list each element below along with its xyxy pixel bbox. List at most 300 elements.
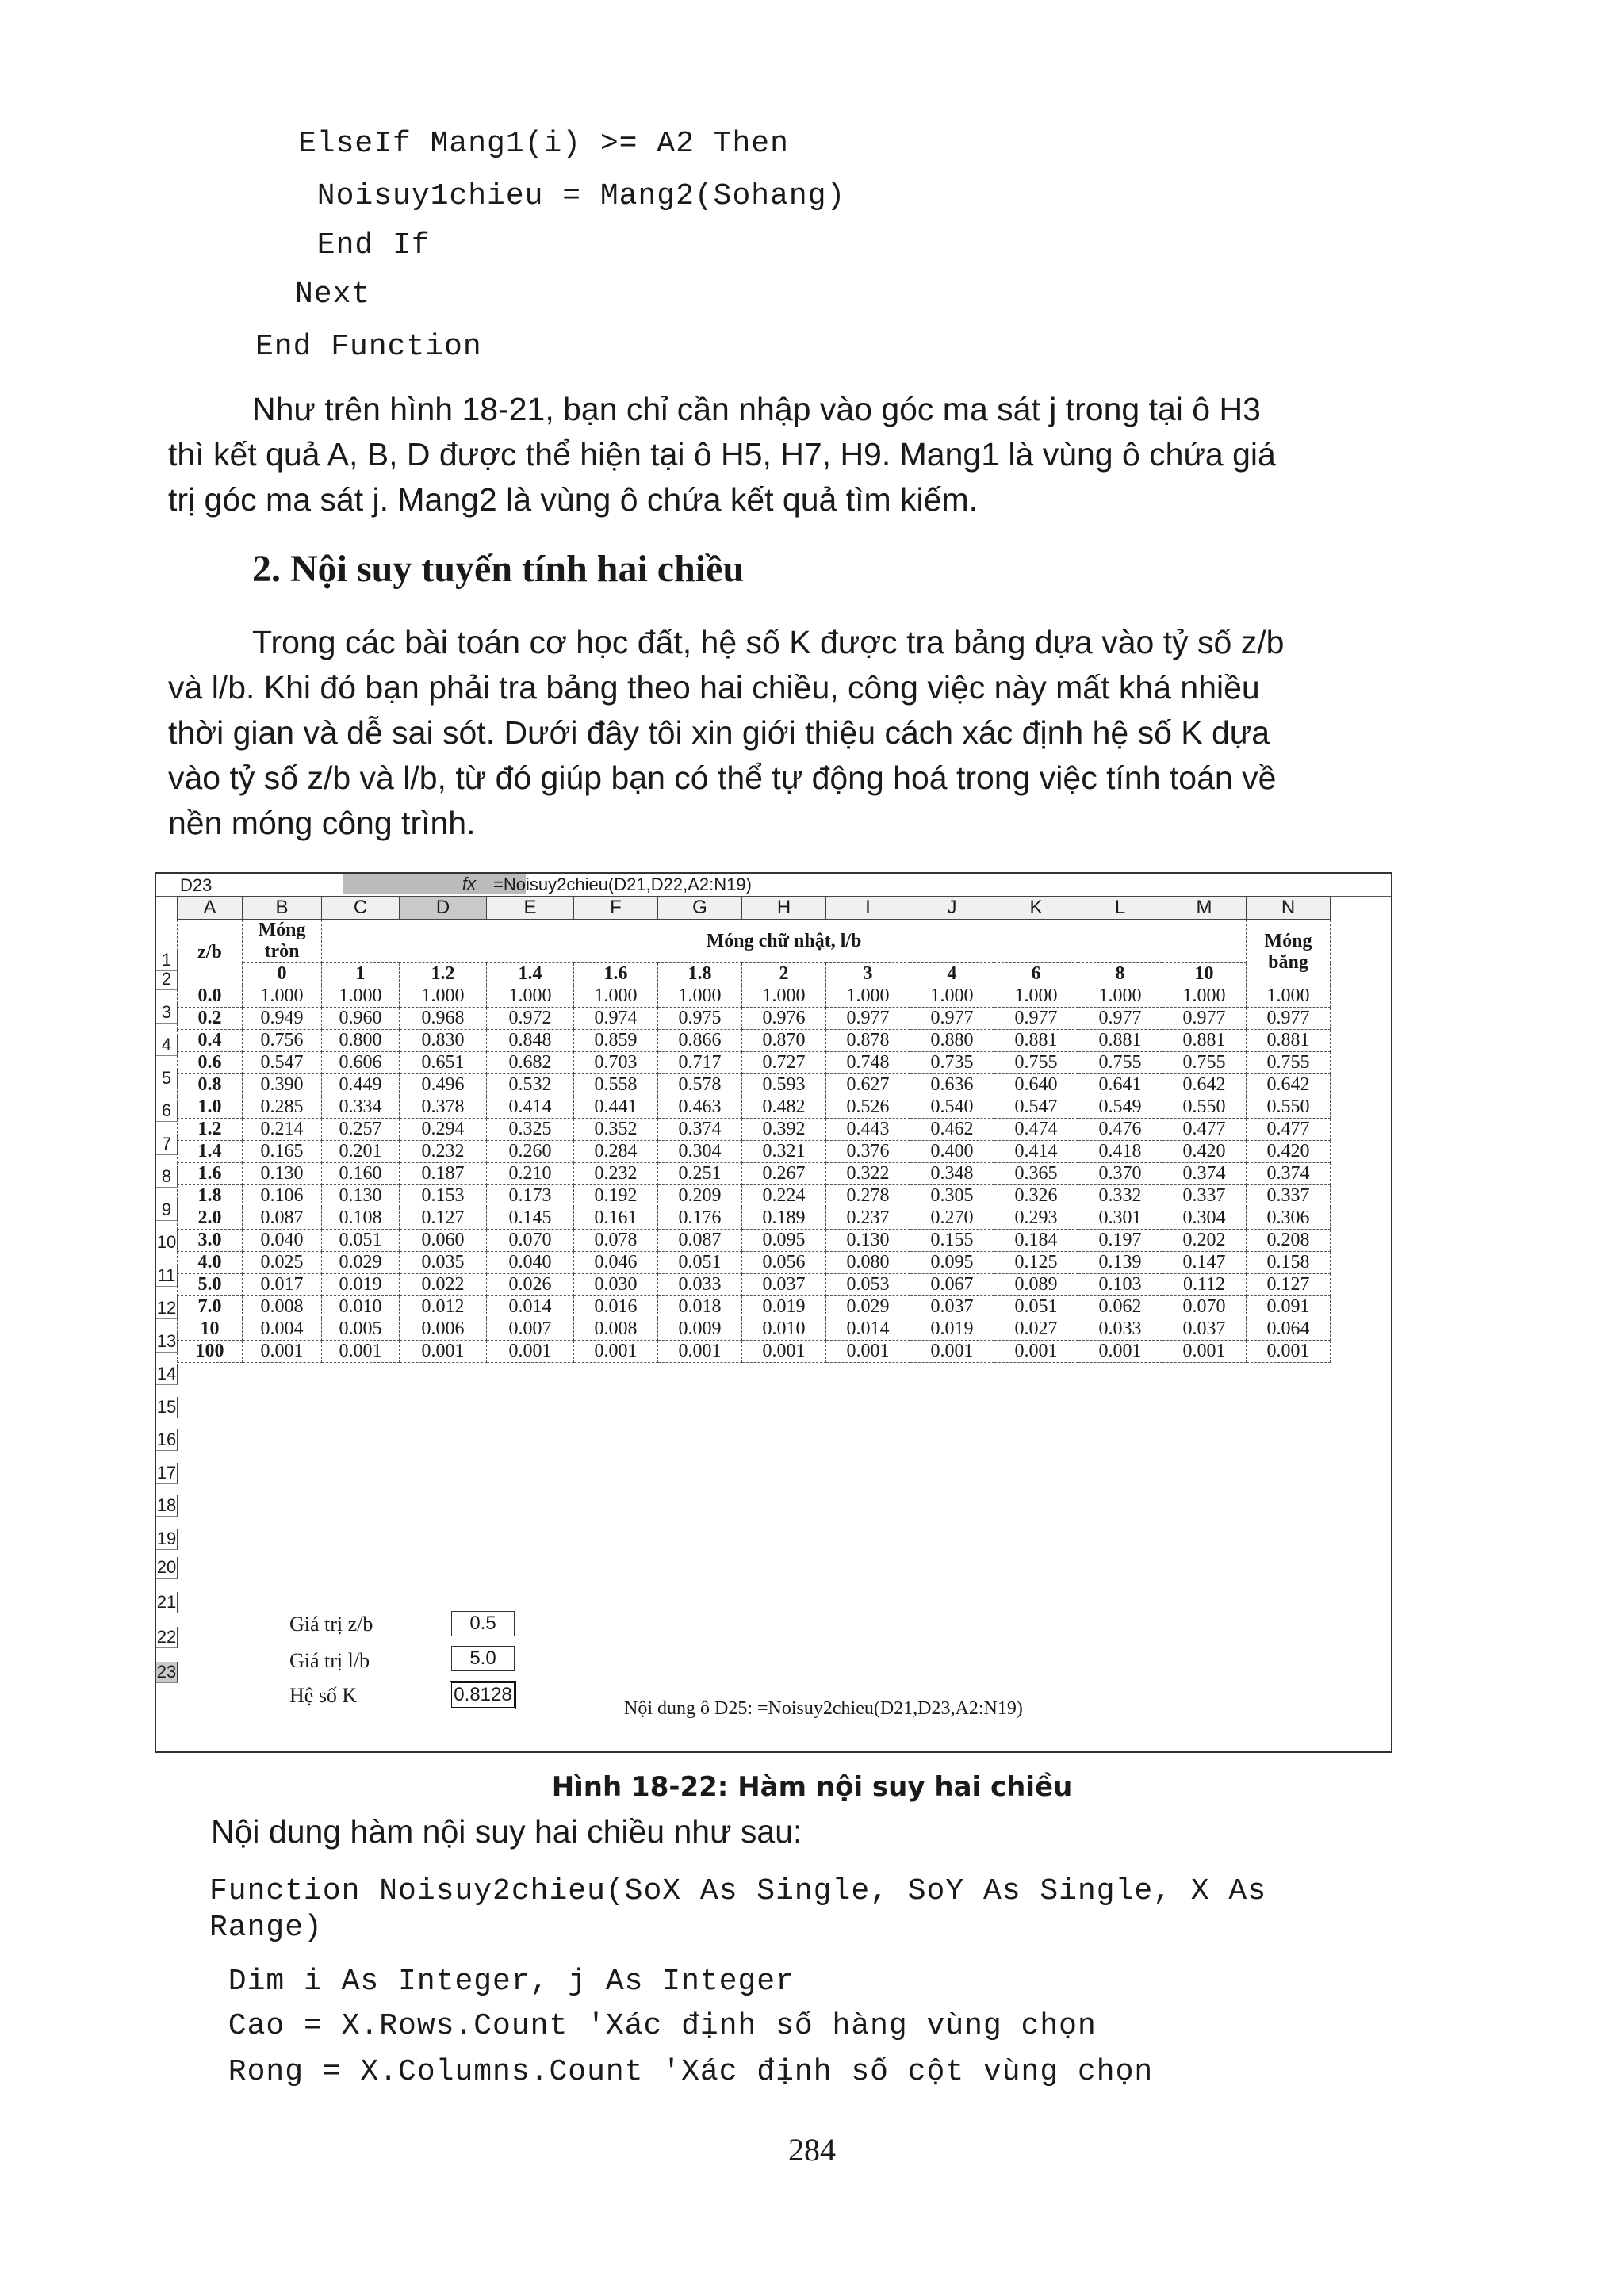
k-value-cell[interactable]: 0.848 [487, 1030, 574, 1052]
k-value-cell[interactable]: 0.067 [910, 1274, 994, 1296]
empty-cell[interactable] [658, 1412, 742, 1445]
k-value-cell[interactable]: 0.158 [1247, 1252, 1331, 1274]
k-value-cell[interactable]: 0.390 [243, 1074, 322, 1096]
k-value-cell[interactable]: 0.304 [1162, 1207, 1247, 1230]
k-value-cell[interactable]: 0.496 [400, 1074, 487, 1096]
k-value-cell[interactable]: 1.000 [658, 985, 742, 1008]
k-value-cell[interactable]: 0.642 [1162, 1074, 1247, 1096]
k-value-cell[interactable]: 0.547 [994, 1096, 1078, 1119]
zb-value-cell[interactable]: 1.6 [178, 1163, 243, 1185]
k-value-cell[interactable]: 0.755 [994, 1052, 1078, 1074]
empty-cell[interactable] [1162, 1379, 1247, 1412]
k-value-cell[interactable]: 0.866 [658, 1030, 742, 1052]
k-value-cell[interactable]: 0.540 [910, 1096, 994, 1119]
k-value-cell[interactable]: 0.017 [243, 1274, 322, 1296]
row-number[interactable]: 14 [156, 1364, 177, 1383]
k-value-cell[interactable]: 0.209 [658, 1185, 742, 1207]
k-value-cell[interactable]: 0.463 [658, 1096, 742, 1119]
k-value-cell[interactable]: 0.830 [400, 1030, 487, 1052]
k-value-cell[interactable]: 0.010 [322, 1296, 400, 1318]
k-value-cell[interactable]: 0.374 [1247, 1163, 1331, 1185]
k-value-cell[interactable]: 1.000 [742, 985, 826, 1008]
k-value-cell[interactable]: 0.284 [574, 1141, 658, 1163]
k-value-cell[interactable]: 0.365 [994, 1163, 1078, 1185]
row-number[interactable]: 23 [156, 1661, 177, 1682]
name-box[interactable]: D23 [180, 875, 213, 895]
k-value-cell[interactable]: 0.881 [1162, 1030, 1247, 1052]
empty-cell[interactable] [1078, 1379, 1162, 1412]
k-value-cell[interactable]: 0.173 [487, 1185, 574, 1207]
row-number[interactable]: 8 [156, 1166, 178, 1188]
k-value-cell[interactable]: 0.095 [742, 1230, 826, 1252]
k-value-cell[interactable]: 0.800 [322, 1030, 400, 1052]
k-value-cell[interactable]: 0.037 [1162, 1318, 1247, 1341]
k-value-cell[interactable]: 0.001 [742, 1341, 826, 1363]
empty-cell[interactable] [178, 1363, 243, 1380]
lb-value-cell[interactable]: 1.2 [400, 963, 487, 985]
k-value-cell[interactable]: 0.009 [658, 1318, 742, 1341]
k-value-cell[interactable]: 0.147 [1162, 1252, 1247, 1274]
k-value-cell[interactable]: 0.337 [1247, 1185, 1331, 1207]
k-value-cell[interactable]: 0.550 [1162, 1096, 1247, 1119]
k-value-cell[interactable]: 1.000 [1162, 985, 1247, 1008]
k-value-cell[interactable]: 0.267 [742, 1163, 826, 1185]
k-value-cell[interactable]: 0.270 [910, 1207, 994, 1230]
zb-value-cell[interactable]: 1.4 [178, 1141, 243, 1163]
empty-cell[interactable] [1162, 1445, 1247, 1479]
k-value-cell[interactable]: 0.029 [322, 1252, 400, 1274]
row-number[interactable]: 5 [156, 1068, 178, 1089]
column-header[interactable]: A [178, 897, 243, 920]
zb-value-cell[interactable]: 0.6 [178, 1052, 243, 1074]
k-value-cell[interactable]: 0.326 [994, 1185, 1078, 1207]
k-value-cell[interactable]: 0.160 [322, 1163, 400, 1185]
k-value-cell[interactable]: 0.306 [1247, 1207, 1331, 1230]
row-number[interactable]: 11 [156, 1265, 178, 1287]
zb-value-cell[interactable]: 3.0 [178, 1230, 243, 1252]
k-value-cell[interactable]: 0.019 [742, 1296, 826, 1318]
k-value-cell[interactable]: 0.027 [994, 1318, 1078, 1341]
k-value-cell[interactable]: 0.103 [1078, 1274, 1162, 1296]
k-value-cell[interactable]: 0.210 [487, 1163, 574, 1185]
k-value-cell[interactable]: 0.443 [826, 1119, 910, 1141]
empty-cell[interactable] [322, 1379, 400, 1412]
zb-value-cell[interactable]: 4.0 [178, 1252, 243, 1274]
k-value-cell[interactable]: 0.051 [994, 1296, 1078, 1318]
k-value-cell[interactable]: 0.870 [742, 1030, 826, 1052]
k-value-cell[interactable]: 0.755 [1162, 1052, 1247, 1074]
k-value-cell[interactable]: 0.293 [994, 1207, 1078, 1230]
k-value-cell[interactable]: 0.130 [322, 1185, 400, 1207]
row-number[interactable]: 9 [156, 1200, 178, 1221]
k-value-cell[interactable]: 0.735 [910, 1052, 994, 1074]
k-value-cell[interactable]: 0.881 [1247, 1030, 1331, 1052]
empty-cell[interactable] [1247, 1363, 1331, 1380]
k-value-cell[interactable]: 0.018 [658, 1296, 742, 1318]
k-value-cell[interactable]: 0.014 [826, 1318, 910, 1341]
k-value-cell[interactable]: 0.642 [1247, 1074, 1331, 1096]
empty-cell[interactable] [826, 1412, 910, 1445]
lb-value-cell[interactable]: 10 [1162, 963, 1247, 985]
empty-cell[interactable] [322, 1445, 400, 1479]
k-value-cell[interactable]: 1.000 [487, 985, 574, 1008]
column-header[interactable]: I [826, 897, 910, 920]
k-value-cell[interactable]: 0.880 [910, 1030, 994, 1052]
k-value-cell[interactable]: 0.526 [826, 1096, 910, 1119]
k-value-cell[interactable]: 0.001 [910, 1341, 994, 1363]
empty-cell[interactable] [243, 1445, 322, 1479]
row-number[interactable]: 19 [156, 1528, 177, 1548]
k-value-cell[interactable]: 0.001 [826, 1341, 910, 1363]
k-value-cell[interactable]: 0.040 [487, 1252, 574, 1274]
k-value-cell[interactable]: 0.078 [574, 1230, 658, 1252]
k-value-cell[interactable]: 0.378 [400, 1096, 487, 1119]
k-value-cell[interactable]: 0.130 [243, 1163, 322, 1185]
k-value-cell[interactable]: 0.208 [1247, 1230, 1331, 1252]
k-value-cell[interactable]: 0.201 [322, 1141, 400, 1163]
k-value-cell[interactable]: 0.748 [826, 1052, 910, 1074]
k-value-cell[interactable]: 0.977 [1162, 1008, 1247, 1030]
k-value-cell[interactable]: 0.960 [322, 1008, 400, 1030]
k-value-cell[interactable]: 0.035 [400, 1252, 487, 1274]
empty-cell[interactable] [574, 1445, 658, 1479]
k-value-cell[interactable]: 0.001 [487, 1341, 574, 1363]
k-value-cell[interactable]: 0.112 [1162, 1274, 1247, 1296]
k-value-cell[interactable]: 0.184 [994, 1230, 1078, 1252]
k-value-cell[interactable]: 0.352 [574, 1119, 658, 1141]
empty-cell[interactable] [910, 1445, 994, 1479]
row-number[interactable]: 13 [156, 1330, 177, 1351]
k-value-cell[interactable]: 0.374 [1162, 1163, 1247, 1185]
k-value-cell[interactable]: 0.001 [1162, 1341, 1247, 1363]
k-value-cell[interactable]: 0.636 [910, 1074, 994, 1096]
k-value-cell[interactable]: 0.640 [994, 1074, 1078, 1096]
k-value-cell[interactable]: 0.550 [1247, 1096, 1331, 1119]
empty-cell[interactable] [574, 1412, 658, 1445]
k-value-cell[interactable]: 0.376 [826, 1141, 910, 1163]
empty-cell[interactable] [1247, 1412, 1331, 1445]
row-number[interactable]: 2 [156, 969, 178, 990]
k-value-cell[interactable]: 0.977 [910, 1008, 994, 1030]
empty-cell[interactable] [178, 1412, 243, 1445]
k-value-cell[interactable]: 0.007 [487, 1318, 574, 1341]
k-value-cell[interactable]: 0.260 [487, 1141, 574, 1163]
k-value-cell[interactable]: 0.322 [826, 1163, 910, 1185]
k-value-cell[interactable]: 0.348 [910, 1163, 994, 1185]
k-value-cell[interactable]: 0.001 [574, 1341, 658, 1363]
row-number[interactable]: 7 [156, 1134, 178, 1155]
fx-icon[interactable]: fx [462, 874, 477, 894]
k-value-cell[interactable]: 0.717 [658, 1052, 742, 1074]
empty-cell[interactable] [487, 1379, 574, 1412]
k-value-cell[interactable]: 0.477 [1247, 1119, 1331, 1141]
k-value-cell[interactable]: 0.080 [826, 1252, 910, 1274]
k-value-cell[interactable]: 0.161 [574, 1207, 658, 1230]
row-number[interactable]: 21 [156, 1591, 177, 1612]
k-value-cell[interactable]: 0.976 [742, 1008, 826, 1030]
k-value-cell[interactable]: 0.337 [1162, 1185, 1247, 1207]
lb-value-cell[interactable]: 1.6 [574, 963, 658, 985]
empty-cell[interactable] [994, 1379, 1078, 1412]
k-value-cell[interactable]: 0.089 [994, 1274, 1078, 1296]
empty-cell[interactable] [910, 1379, 994, 1412]
k-value-cell[interactable]: 0.189 [742, 1207, 826, 1230]
zb-value-cell[interactable]: 0.4 [178, 1030, 243, 1052]
empty-cell[interactable] [742, 1363, 826, 1380]
k-value-cell[interactable]: 0.392 [742, 1119, 826, 1141]
empty-cell[interactable] [487, 1363, 574, 1380]
lb-value-cell[interactable]: 8 [1078, 963, 1162, 985]
column-header[interactable]: E [487, 897, 574, 920]
k-value-cell[interactable]: 0.008 [574, 1318, 658, 1341]
zb-value-cell[interactable]: 0.0 [178, 985, 243, 1008]
row-number[interactable]: 15 [156, 1396, 177, 1417]
k-value-cell[interactable]: 0.755 [1078, 1052, 1162, 1074]
k-value-cell[interactable]: 0.062 [1078, 1296, 1162, 1318]
zb-value-cell[interactable]: 1.2 [178, 1119, 243, 1141]
column-header[interactable]: M [1162, 897, 1247, 920]
row-number[interactable]: 22 [156, 1626, 177, 1647]
k-value-cell[interactable]: 0.257 [322, 1119, 400, 1141]
k-result-cell[interactable]: 0.8128 [450, 1681, 516, 1709]
lb-input-cell[interactable]: 5.0 [451, 1646, 515, 1671]
k-value-cell[interactable]: 0.332 [1078, 1185, 1162, 1207]
k-value-cell[interactable]: 0.972 [487, 1008, 574, 1030]
k-value-cell[interactable]: 0.477 [1162, 1119, 1247, 1141]
k-value-cell[interactable]: 0.001 [243, 1341, 322, 1363]
k-value-cell[interactable]: 0.037 [910, 1296, 994, 1318]
column-header[interactable]: G [658, 897, 742, 920]
lb-value-cell[interactable]: 2 [742, 963, 826, 985]
empty-cell[interactable] [1078, 1412, 1162, 1445]
zb-value-cell[interactable]: 0.2 [178, 1008, 243, 1030]
k-value-cell[interactable]: 0.127 [400, 1207, 487, 1230]
k-value-cell[interactable]: 0.578 [658, 1074, 742, 1096]
row-number[interactable]: 10 [156, 1232, 177, 1252]
k-value-cell[interactable]: 0.001 [658, 1341, 742, 1363]
k-value-cell[interactable]: 0.400 [910, 1141, 994, 1163]
k-value-cell[interactable]: 0.321 [742, 1141, 826, 1163]
k-value-cell[interactable]: 0.593 [742, 1074, 826, 1096]
empty-cell[interactable] [658, 1379, 742, 1412]
k-value-cell[interactable]: 0.108 [322, 1207, 400, 1230]
k-value-cell[interactable]: 0.232 [574, 1163, 658, 1185]
k-value-cell[interactable]: 0.224 [742, 1185, 826, 1207]
k-value-cell[interactable]: 0.029 [826, 1296, 910, 1318]
k-value-cell[interactable]: 0.975 [658, 1008, 742, 1030]
k-value-cell[interactable]: 0.755 [1247, 1052, 1331, 1074]
k-value-cell[interactable]: 0.145 [487, 1207, 574, 1230]
k-value-cell[interactable]: 0.070 [487, 1230, 574, 1252]
k-value-cell[interactable]: 0.703 [574, 1052, 658, 1074]
k-value-cell[interactable]: 1.000 [994, 985, 1078, 1008]
column-header[interactable]: K [994, 897, 1078, 920]
k-value-cell[interactable]: 0.304 [658, 1141, 742, 1163]
k-value-cell[interactable]: 0.949 [243, 1008, 322, 1030]
lb-value-cell[interactable]: 3 [826, 963, 910, 985]
zb-value-cell[interactable]: 1.8 [178, 1185, 243, 1207]
k-value-cell[interactable]: 0.305 [910, 1185, 994, 1207]
k-value-cell[interactable]: 0.476 [1078, 1119, 1162, 1141]
k-value-cell[interactable]: 0.197 [1078, 1230, 1162, 1252]
k-value-cell[interactable]: 0.756 [243, 1030, 322, 1052]
row-number[interactable]: 4 [156, 1035, 178, 1056]
row-number[interactable]: 16 [156, 1429, 177, 1449]
k-value-cell[interactable]: 1.000 [826, 985, 910, 1008]
row-number[interactable]: 6 [156, 1100, 178, 1122]
k-value-cell[interactable]: 0.165 [243, 1141, 322, 1163]
k-value-cell[interactable]: 1.000 [910, 985, 994, 1008]
empty-cell[interactable] [1162, 1412, 1247, 1445]
k-value-cell[interactable]: 1.000 [1247, 985, 1331, 1008]
empty-cell[interactable] [994, 1412, 1078, 1445]
k-value-cell[interactable]: 0.139 [1078, 1252, 1162, 1274]
k-value-cell[interactable]: 1.000 [322, 985, 400, 1008]
k-value-cell[interactable]: 0.087 [658, 1230, 742, 1252]
k-value-cell[interactable]: 0.547 [243, 1052, 322, 1074]
row-number[interactable]: 18 [156, 1495, 177, 1515]
empty-cell[interactable] [658, 1363, 742, 1380]
k-value-cell[interactable]: 0.482 [742, 1096, 826, 1119]
empty-cell[interactable] [910, 1363, 994, 1380]
row-number[interactable]: 17 [156, 1462, 177, 1483]
k-value-cell[interactable]: 0.977 [1078, 1008, 1162, 1030]
zb-value-cell[interactable]: 2.0 [178, 1207, 243, 1230]
empty-cell[interactable] [178, 1379, 243, 1412]
zb-input-cell[interactable]: 0.5 [451, 1611, 515, 1636]
lb-value-cell[interactable]: 1.4 [487, 963, 574, 985]
k-value-cell[interactable]: 0.418 [1078, 1141, 1162, 1163]
column-header[interactable]: L [1078, 897, 1162, 920]
k-value-cell[interactable]: 0.214 [243, 1119, 322, 1141]
k-value-cell[interactable]: 0.285 [243, 1096, 322, 1119]
k-value-cell[interactable]: 0.881 [994, 1030, 1078, 1052]
k-value-cell[interactable]: 0.881 [1078, 1030, 1162, 1052]
k-value-cell[interactable]: 0.441 [574, 1096, 658, 1119]
k-value-cell[interactable]: 0.549 [1078, 1096, 1162, 1119]
row-number[interactable]: 20 [156, 1556, 177, 1577]
zb-value-cell[interactable]: 100 [178, 1341, 243, 1363]
k-value-cell[interactable]: 0.651 [400, 1052, 487, 1074]
k-value-cell[interactable]: 0.370 [1078, 1163, 1162, 1185]
k-value-cell[interactable]: 0.977 [994, 1008, 1078, 1030]
k-value-cell[interactable]: 0.010 [742, 1318, 826, 1341]
k-value-cell[interactable]: 0.019 [322, 1274, 400, 1296]
row-number[interactable]: 12 [156, 1298, 177, 1318]
zb-value-cell[interactable]: 0.8 [178, 1074, 243, 1096]
empty-cell[interactable] [487, 1412, 574, 1445]
k-value-cell[interactable]: 0.155 [910, 1230, 994, 1252]
k-value-cell[interactable]: 0.070 [1162, 1296, 1247, 1318]
empty-cell[interactable] [1078, 1445, 1162, 1479]
k-value-cell[interactable]: 0.449 [322, 1074, 400, 1096]
k-value-cell[interactable]: 0.968 [400, 1008, 487, 1030]
k-value-cell[interactable]: 1.000 [243, 985, 322, 1008]
row-number[interactable]: 3 [156, 1002, 178, 1024]
k-value-cell[interactable]: 0.001 [322, 1341, 400, 1363]
k-value-cell[interactable]: 0.237 [826, 1207, 910, 1230]
empty-cell[interactable] [574, 1363, 658, 1380]
k-value-cell[interactable]: 0.727 [742, 1052, 826, 1074]
lb-value-cell[interactable]: 1 [322, 963, 400, 985]
k-value-cell[interactable]: 0.251 [658, 1163, 742, 1185]
k-value-cell[interactable]: 0.095 [910, 1252, 994, 1274]
k-value-cell[interactable]: 1.000 [1078, 985, 1162, 1008]
k-value-cell[interactable]: 0.005 [322, 1318, 400, 1341]
k-value-cell[interactable]: 0.001 [1247, 1341, 1331, 1363]
empty-cell[interactable] [826, 1379, 910, 1412]
k-value-cell[interactable]: 0.627 [826, 1074, 910, 1096]
k-value-cell[interactable]: 0.025 [243, 1252, 322, 1274]
k-value-cell[interactable]: 1.000 [574, 985, 658, 1008]
k-value-cell[interactable]: 0.016 [574, 1296, 658, 1318]
k-value-cell[interactable]: 0.001 [994, 1341, 1078, 1363]
empty-cell[interactable] [178, 1445, 243, 1479]
k-value-cell[interactable]: 0.060 [400, 1230, 487, 1252]
k-value-cell[interactable]: 1.000 [400, 985, 487, 1008]
empty-cell[interactable] [826, 1445, 910, 1479]
k-value-cell[interactable]: 0.474 [994, 1119, 1078, 1141]
k-value-cell[interactable]: 0.334 [322, 1096, 400, 1119]
k-value-cell[interactable]: 0.977 [826, 1008, 910, 1030]
empty-cell[interactable] [1162, 1363, 1247, 1380]
k-value-cell[interactable]: 0.019 [910, 1318, 994, 1341]
empty-cell[interactable] [487, 1445, 574, 1479]
empty-cell[interactable] [322, 1412, 400, 1445]
empty-cell[interactable] [658, 1445, 742, 1479]
empty-cell[interactable] [742, 1379, 826, 1412]
k-value-cell[interactable]: 0.037 [742, 1274, 826, 1296]
k-value-cell[interactable]: 0.414 [994, 1141, 1078, 1163]
k-value-cell[interactable]: 0.130 [826, 1230, 910, 1252]
formula-input[interactable]: =Noisuy2chieu(D21,D22,A2:N19) [493, 874, 752, 894]
column-header[interactable]: F [574, 897, 658, 920]
k-value-cell[interactable]: 0.040 [243, 1230, 322, 1252]
k-value-cell[interactable]: 0.682 [487, 1052, 574, 1074]
empty-cell[interactable] [910, 1412, 994, 1445]
empty-cell[interactable] [574, 1379, 658, 1412]
k-value-cell[interactable]: 0.012 [400, 1296, 487, 1318]
empty-cell[interactable] [322, 1363, 400, 1380]
k-value-cell[interactable]: 0.001 [1078, 1341, 1162, 1363]
k-value-cell[interactable]: 0.033 [1078, 1318, 1162, 1341]
k-value-cell[interactable]: 0.414 [487, 1096, 574, 1119]
empty-cell[interactable] [400, 1379, 487, 1412]
lb-value-cell[interactable]: 0 [243, 963, 322, 985]
k-value-cell[interactable]: 0.008 [243, 1296, 322, 1318]
empty-cell[interactable] [742, 1445, 826, 1479]
empty-cell[interactable] [243, 1412, 322, 1445]
k-value-cell[interactable]: 0.202 [1162, 1230, 1247, 1252]
k-value-cell[interactable]: 0.187 [400, 1163, 487, 1185]
k-value-cell[interactable]: 0.022 [400, 1274, 487, 1296]
k-value-cell[interactable]: 0.106 [243, 1185, 322, 1207]
column-header[interactable]: C [322, 897, 400, 920]
k-value-cell[interactable]: 0.278 [826, 1185, 910, 1207]
k-value-cell[interactable]: 0.026 [487, 1274, 574, 1296]
empty-cell[interactable] [243, 1379, 322, 1412]
k-value-cell[interactable]: 0.232 [400, 1141, 487, 1163]
k-value-cell[interactable]: 0.014 [487, 1296, 574, 1318]
k-value-cell[interactable]: 0.192 [574, 1185, 658, 1207]
lb-value-cell[interactable]: 1.8 [658, 963, 742, 985]
k-value-cell[interactable]: 0.462 [910, 1119, 994, 1141]
column-header[interactable]: N [1247, 897, 1331, 920]
k-value-cell[interactable]: 0.053 [826, 1274, 910, 1296]
k-value-cell[interactable]: 0.325 [487, 1119, 574, 1141]
k-value-cell[interactable]: 0.294 [400, 1119, 487, 1141]
empty-cell[interactable] [1078, 1363, 1162, 1380]
